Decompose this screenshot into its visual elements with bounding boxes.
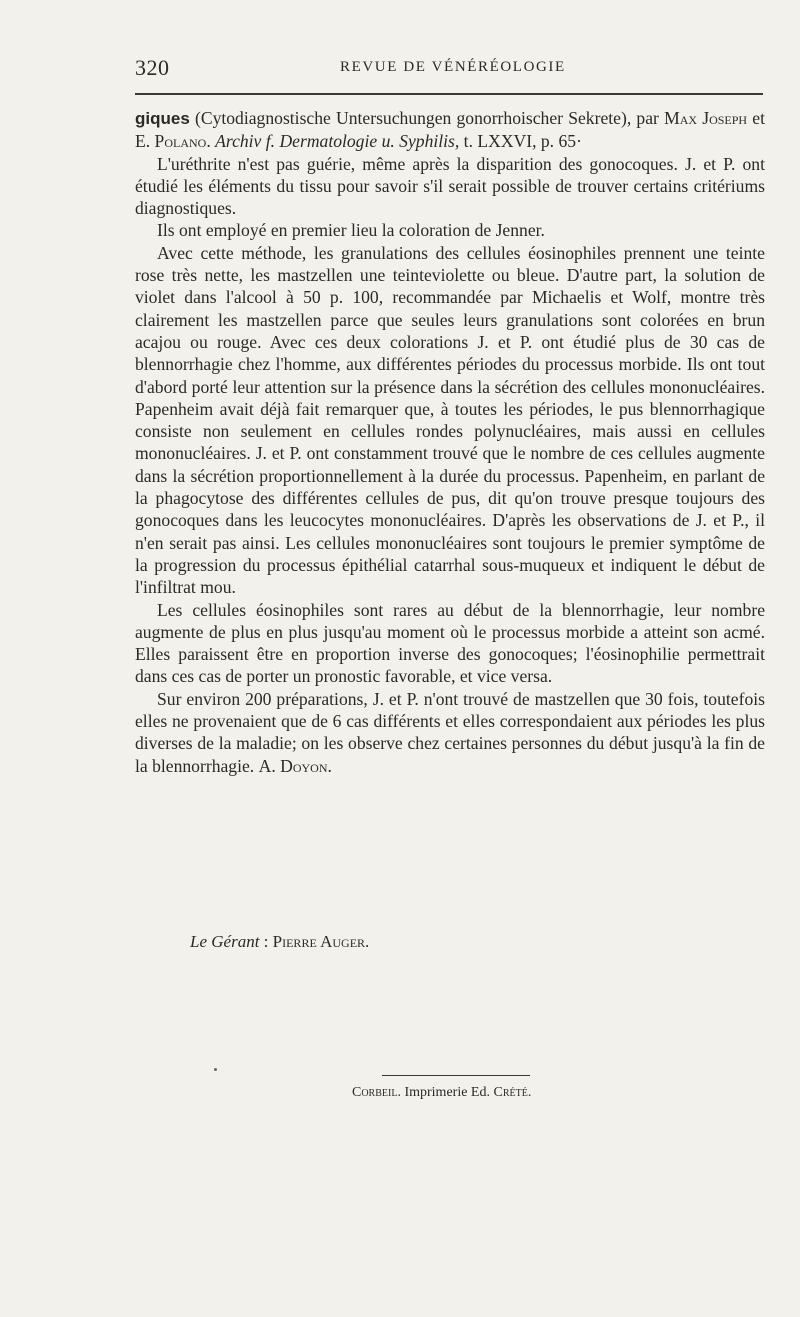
author-name: Polano [154, 131, 207, 152]
gerant-label: Le Gérant [190, 932, 260, 951]
gerant-separator: : [259, 932, 273, 951]
journal-title: REVUE DE VÉNÉRÉOLOGIE [340, 59, 566, 75]
reference-text: . [206, 131, 216, 152]
article-body [135, 107, 765, 777]
page-number: 320 [135, 55, 170, 80]
author-signature: A. Doyon. [258, 755, 332, 776]
ink-speck [214, 1068, 217, 1071]
paragraph: L'uréthrite n'est pas guérie, même après la disparition des gonocoques. J. et P. ont étudié les éléments du tissu pour savoir s'il serait possible de trouver certains critériums diagnostiques. [135, 153, 765, 219]
reference-paragraph [135, 107, 765, 153]
reference-text: (Cytodiagnostische Untersuchungen gonorrhoischer Sekrete), par [189, 108, 665, 128]
gerant-line [190, 932, 369, 952]
printer-text: Imprimerie Ed. [400, 1085, 494, 1100]
paragraph: Les cellules éosinophiles sont rares au début de la blennorrhagie, leur nombre augmente de plus en plus jusqu'au moment où le processus morbide a atteint son acmé. Elles paraissent être en proportion inverse des gonocoques; l'éosinophilie permettrait dans ces cas de porter un pronostic favorable, et vice versa. [135, 599, 765, 687]
printer-line [352, 1085, 531, 1101]
header-rule [135, 93, 763, 95]
paragraph [135, 688, 765, 777]
journal-citation: Archiv f. Dermatologie u. Syphilis, [215, 131, 460, 152]
paragraph: Ils ont employé en premier lieu la coloration de Jenner. [157, 220, 545, 241]
reference-text: et E. [135, 108, 765, 152]
paragraph: Avec cette méthode, les granulations des cellules éosinophiles prennent une teinte rose très nette, les mastzellen une teinteviolette ou bleue. D'autre part, la solution de violet dans l'alcool à 50 p. 100, recommandée par Michaelis et Wolf, montre très clairement les mastzellen parce que seules leurs granulations sont colorées en brun acajou ou rouge. Avec ces deux colorations J. et P. ont étudié plus de 30 cas de blennorrhagie chez l'homme, aux différentes périodes du processus morbide. Ils ont tout d'abord porté leur attention sur la présence dans la sécrétion des cellules mononucléaires. Papenheim avait déjà fait remarquer que, à toutes les périodes, le pus blennorrhagique consiste non seulement en cellules rondes polynucléaires, mais aussi en cellules mononucléaires. J. et P. ont constamment trouvé que le nombre de ces cellules augmente dans la sécrétion proportionnellement à la durée du processus. Papenheim, en parlant de la phagocytose des différentes cellules de pus, dit qu'on trouve presque toujours des gonocoques dans les leucocytes mononucléaires. D'après les observations de J. et P., il n'en serait pas ainsi. Les cellules mononucléaires sont toujours le premier symptôme de la progression du processus épithélial catarrhal sous-muqueux et indiquent le début de l'infiltrat mou. [135, 242, 765, 598]
title-fragment: giques [135, 109, 190, 128]
author-name: Max Joseph [664, 108, 748, 128]
footer-rule [382, 1075, 530, 1076]
printer-name: Crété. [493, 1085, 532, 1100]
reference-text: t. LXXVI, p. 65· [459, 131, 582, 152]
printer-city: Corbeil. [352, 1085, 401, 1100]
gerant-name: Pierre Auger. [272, 932, 370, 951]
paragraph-text: Sur environ 200 préparations, J. et P. n'ont trouvé de mastzellen que 30 fois, toutefois elles ne provenaient que de 6 cas différents et elles correspondaient aux périodes les plus diverses de la maladie; on les observe chez certaines personnes du début jusqu'à la fin de la blennorrhagie. [135, 688, 765, 776]
running-head [135, 55, 763, 83]
